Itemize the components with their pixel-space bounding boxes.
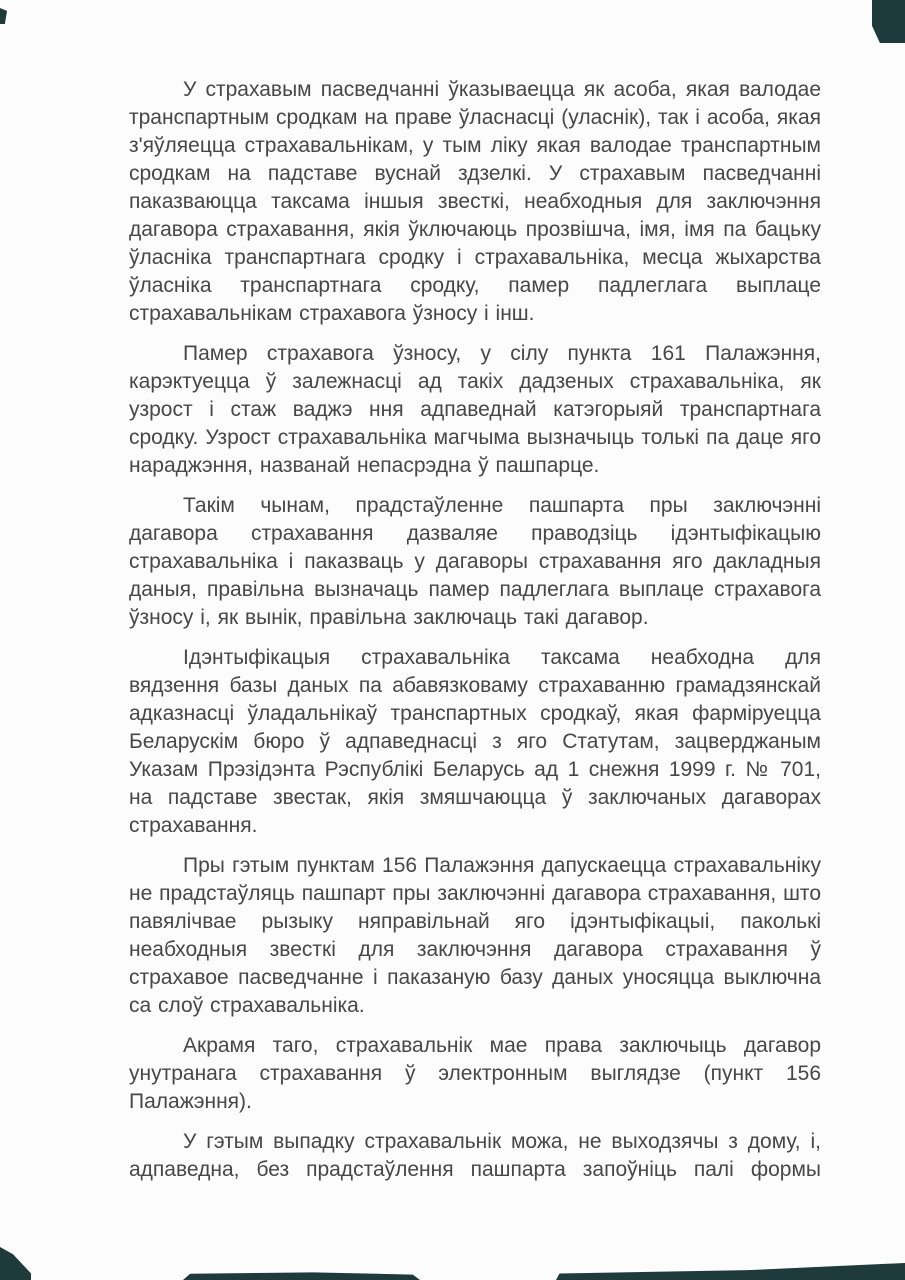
- scan-artifact-bottom-strip-right: [556, 1263, 905, 1280]
- document-text-block: [129, 76, 821, 1196]
- scan-artifact-top-right: [872, 0, 905, 43]
- paragraph-2: Памер страхавога ўзносу, у сілу пункта 161 Палажэння, карэктуецца ў залежнасці ад такіх дадзеных страхавальніка, як узрост і стаж ваджэ ння адпаведнай катэгорыяй транспартнага сродку. Узрост страхавальніка магчыма вызначыць толькі па даце яго нараджэння, названай непасрэдна ў пашпарце.: [129, 342, 821, 477]
- paragraph-6: Акрамя таго, страхавальнік мае права заключыць дагавор унутранага страхавання ў электронным выглядзе (пункт 156 Палажэння).: [129, 1034, 821, 1113]
- paragraph-4: Ідэнтыфікацыя страхавальніка таксама неабходна для вядзення базы даных па абавязковаму страхаванню грамадзянскай адказнасці ўладальнікаў транспартных сродкаў, якая фарміруецца Беларускім бюро ў адпаведнасці з яго Статутам, зацверджаным Указам Прэзідэнта Рэспублікі Беларусь ад 1 снежня 1999 г. № 701, на падставе звестак, якія змяшчаюцца ў заключаных дагаворах страхавання.: [129, 646, 821, 837]
- scan-artifact-bottom-left: [0, 1247, 31, 1280]
- scan-artifact-bottom-strip-left: [183, 1271, 420, 1280]
- paragraph-1: У страхавым пасведчанні ўказываецца як асоба, якая валодае транспартным сродкам на праве ўласнасці (уласнік), так і асоба, якая з'яўляецца страхавальнікам, у тым ліку якая валодае транспартным сродкам на падставе вуснай здзелкі. У страхавым пасведчанні паказваюцца таксама іншыя звесткі, неабходныя для заключэння дагавора страхавання, якія ўключаюць прозвішча, імя, імя па бацьку ўласніка транспартнага сродку і страхавальніка, месца жыхарства ўласніка транспартнага сродку, памер падлеглага выплаце страхавальнікам страхавога ўзносу і інш.: [129, 78, 821, 325]
- paragraph-3: Такім чынам, прадстаўленне пашпарта пры заключэнні дагавора страхавання дазваляе праводзіць ідэнтыфікацыю страхавальніка і паказваць у дагаворы страхавання яго дакладныя даныя, правільна вызначаць памер падлеглага выплаце страхавога ўзносу і, як вынік, правільна заключаць такі дагавор.: [129, 494, 821, 629]
- scan-artifact-top-left: [0, 8, 7, 24]
- paragraph-5: Пры гэтым пунктам 156 Палажэння дапускаецца страхавальніку не прадстаўляць пашпарт пры заключэнні дагавора страхавання, што павялічвае рызыку няправільнай яго ідэнтыфікацыі, паколькі неабходныя звесткі для заключэння дагавора страхавання ў страхавое пасведчанне і паказаную базу даных уносяцца выключна са слоў страхавальніка.: [129, 854, 821, 1017]
- paragraph-7: У гэтым выпадку страхавальнік можа, не выходзячы з дому, і, адпаведна, без прадстаўлення пашпарта запоўніць палі формы: [129, 1130, 821, 1181]
